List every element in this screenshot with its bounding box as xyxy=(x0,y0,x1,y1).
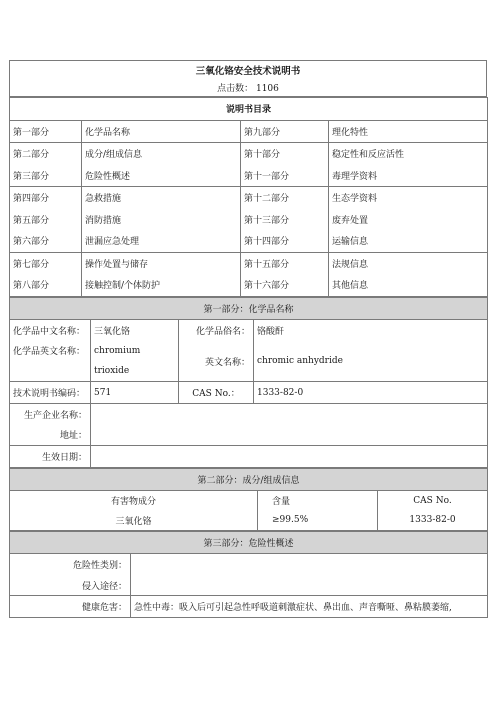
toc-part-title[interactable]: 生态学资料 xyxy=(329,187,488,209)
toc-row xyxy=(10,252,488,274)
cas-header: CAS No. xyxy=(378,491,488,511)
toc-part-number: 第十部分 xyxy=(241,143,329,165)
content-value: ≥99.5% xyxy=(258,511,378,531)
en-alias-label: 英文名称： xyxy=(179,341,254,382)
part3-table xyxy=(9,531,488,618)
part2-table xyxy=(9,468,488,531)
toc-part-title[interactable]: 成分/组成信息 xyxy=(82,143,241,165)
toc-row xyxy=(10,143,488,165)
toc-part-title[interactable]: 操作处置与储存 xyxy=(82,252,241,274)
toc-part-number: 第三部分 xyxy=(10,165,82,187)
document-title: 三氧化铬安全技术说明书 xyxy=(10,61,487,80)
part2-heading: 第二部分：成分/组成信息 xyxy=(10,469,488,491)
cas-label: CAS No.： xyxy=(179,382,254,404)
toc-part-number: 第九部分 xyxy=(241,120,329,143)
toc-part-title[interactable]: 理化特性 xyxy=(329,120,488,143)
route-label: 侵入途径： xyxy=(10,576,131,596)
component-cas-value: 1333-82-0 xyxy=(378,511,488,531)
toc-part-number: 第十四部分 xyxy=(241,230,329,252)
common-name-value: 铬酸酐 xyxy=(254,319,488,341)
safety-data-sheet xyxy=(9,60,487,618)
toc-row xyxy=(10,187,488,209)
toc-heading: 说明书目录 xyxy=(10,98,488,121)
toc-part-number: 第七部分 xyxy=(10,252,82,274)
toc-part-number: 第六部分 xyxy=(10,230,82,252)
toc-part-title[interactable]: 法规信息 xyxy=(329,252,488,274)
cn-name-label: 化学品中文名称： xyxy=(10,319,91,341)
toc-part-number: 第四部分 xyxy=(10,187,82,209)
hazard-class-label: 危险性类别： xyxy=(10,554,131,576)
en-alias-value: chromic anhydride xyxy=(254,341,488,382)
cas-value: 1333-82-0 xyxy=(254,382,488,404)
toc-part-number: 第十五部分 xyxy=(241,252,329,274)
en-name-value xyxy=(91,341,179,382)
toc-part-title[interactable]: 毒理学资料 xyxy=(329,165,488,187)
toc-row xyxy=(10,274,488,296)
toc-part-number: 第二部分 xyxy=(10,143,82,165)
toc-part-title[interactable]: 急救措施 xyxy=(82,187,241,209)
toc-table xyxy=(9,97,488,297)
toc-part-number: 第一部分 xyxy=(10,120,82,143)
toc-row xyxy=(10,165,488,187)
part1-heading: 第一部分：化学品名称 xyxy=(10,297,488,319)
toc-row xyxy=(10,120,488,143)
toc-part-number: 第十二部分 xyxy=(241,187,329,209)
toc-part-title[interactable]: 消防措施 xyxy=(82,209,241,231)
toc-part-title[interactable]: 其他信息 xyxy=(329,274,488,296)
maker-label: 生产企业名称： xyxy=(10,404,91,425)
content-header: 含量 xyxy=(258,491,378,511)
date-value xyxy=(91,446,488,468)
component-value: 三氧化铬 xyxy=(10,511,258,531)
maker-value xyxy=(91,404,488,446)
date-label: 生效日期： xyxy=(10,446,91,468)
component-header: 有害物成分 xyxy=(10,491,258,511)
toc-row xyxy=(10,230,488,252)
toc-part-number: 第八部分 xyxy=(10,274,82,296)
address-label: 地址： xyxy=(10,425,91,446)
toc-part-title[interactable]: 泄漏应急处理 xyxy=(82,230,241,252)
common-name-label: 化学品俗名： xyxy=(179,319,254,341)
toc-part-title[interactable]: 运输信息 xyxy=(329,230,488,252)
hazard-class-value xyxy=(131,554,488,596)
health-value: 急性中毒：吸入后可引起急性呼吸道刺激症状、鼻出血、声音嘶哑、鼻粘膜萎缩, xyxy=(131,596,488,618)
toc-part-title[interactable]: 接触控制/个体防护 xyxy=(82,274,241,296)
toc-part-number: 第十三部分 xyxy=(241,209,329,231)
code-value: 571 xyxy=(91,382,179,404)
toc-part-title[interactable]: 废弃处置 xyxy=(329,209,488,231)
header-table xyxy=(9,60,487,97)
toc-part-number: 第五部分 xyxy=(10,209,82,231)
toc-part-title[interactable]: 危险性概述 xyxy=(82,165,241,187)
toc-part-number: 第十一部分 xyxy=(241,165,329,187)
toc-part-title[interactable]: 化学品名称 xyxy=(82,120,241,143)
en-name-label: 化学品英文名称： xyxy=(10,341,91,382)
toc-part-title[interactable]: 稳定性和反应活性 xyxy=(329,143,488,165)
part3-heading: 第三部分：危险性概述 xyxy=(10,532,488,554)
health-label: 健康危害： xyxy=(10,596,131,618)
en-name-line-1: chromium xyxy=(94,346,141,356)
click-count: 点击数： 1106 xyxy=(10,79,487,97)
code-label: 技术说明书编码： xyxy=(10,382,91,404)
toc-part-number: 第十六部分 xyxy=(241,274,329,296)
toc-row xyxy=(10,209,488,231)
part1-table xyxy=(9,297,488,469)
en-name-line-2: trioxide xyxy=(94,366,130,376)
cn-name-value: 三氧化铬 xyxy=(91,319,179,341)
